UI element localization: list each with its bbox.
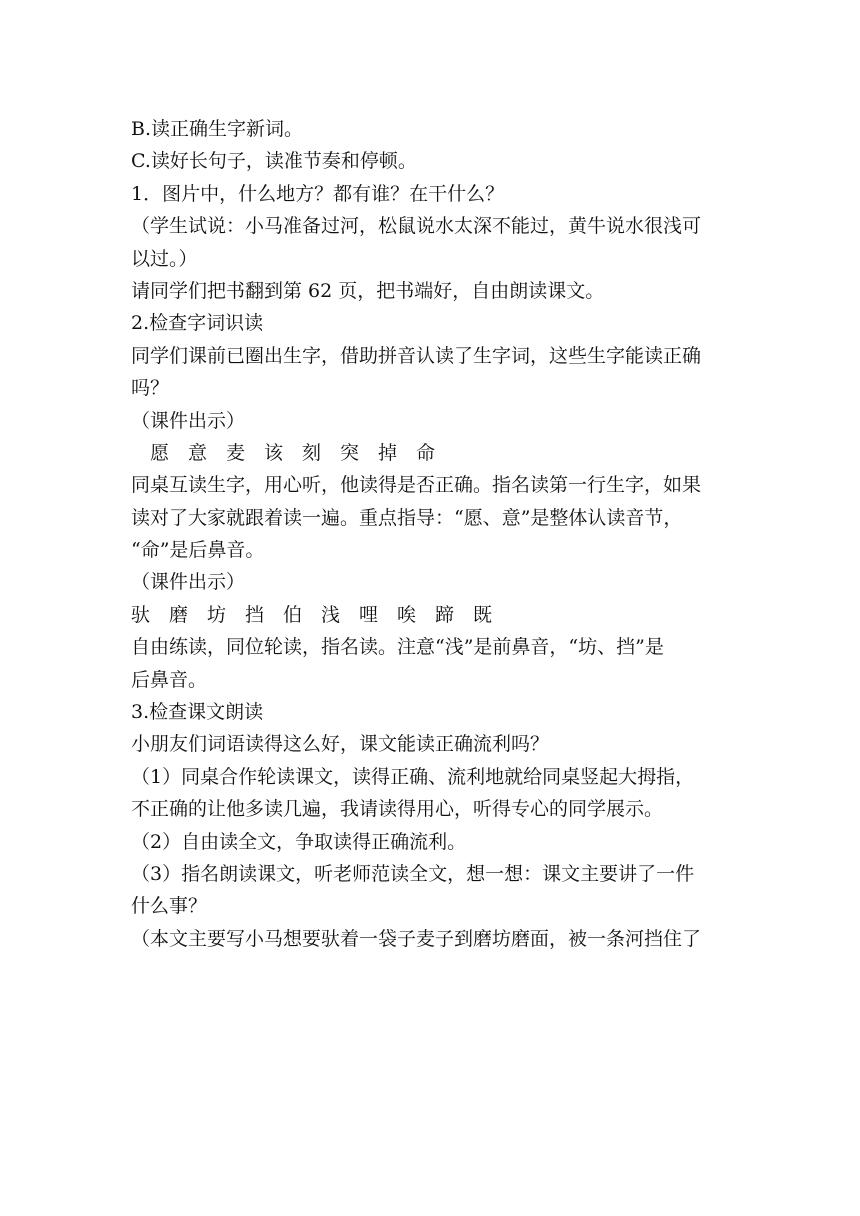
character: 意 (188, 441, 208, 464)
paragraph-line: 同学们课前已圈出生字，借助拼音认读了生字词，这些生字能读正确 (131, 344, 702, 367)
character: 伯 (283, 603, 303, 626)
paragraph-line: （本文主要写小马想要驮着一袋子麦子到磨坊磨面，被一条河挡住了 (131, 927, 702, 950)
document-body (131, 113, 731, 955)
character: 麦 (226, 441, 246, 464)
student-answer-line-1: （学生试说：小马准备过河，松鼠说水太深不能过，黄牛说水很浅可 (131, 215, 702, 238)
paragraph-line: 不正确的让他多读几遍，我请读得用心，听得专心的同学展示。 (131, 798, 664, 821)
character: 磨 (169, 603, 189, 626)
courseware-note: （课件出示） (131, 409, 246, 432)
character: 突 (340, 441, 360, 464)
character: 既 (473, 603, 493, 626)
objective-b: B.读正确生字新词。 (131, 118, 304, 140)
paragraph-line: “命”是后鼻音。 (131, 539, 265, 562)
character: 挡 (245, 603, 265, 626)
paragraph-line: （3）指名朗读课文，听老师范读全文，想一想：课文主要讲了一件 (131, 862, 695, 885)
character: 命 (416, 441, 436, 464)
objective-c: C.读好长句子，读准节奏和停顿。 (131, 150, 417, 173)
instruction-open-book: 请同学们把书翻到第 62 页，把书端好，自由朗读课文。 (131, 279, 605, 302)
paragraph-line: 后鼻音。 (131, 668, 208, 691)
section-heading-2: 2.检查字词识读 (131, 312, 264, 335)
paragraph-line: 什么事？ (131, 895, 208, 918)
question-1: 1．图片中，什么地方？都有谁？在干什么？ (131, 182, 505, 205)
student-answer-line-2: 以过。） (131, 247, 198, 270)
paragraph-line: 小朋友们词语读得这么好，课文能读正确流利吗？ (131, 733, 550, 756)
paragraph-line: 同桌互读生字，用心听，他读得是否正确。指名读第一行生字，如果 (131, 474, 702, 497)
paragraph-line: （2）自由读全文，争取读得正确流利。 (131, 830, 467, 853)
paragraph-line: 吗？ (131, 377, 170, 400)
character: 该 (264, 441, 284, 464)
character: 浅 (321, 603, 341, 626)
paragraph-line: （1）同桌合作轮读课文，读得正确、流利地就给同桌竖起大拇指， (131, 765, 695, 788)
courseware-note: （课件出示） (131, 571, 246, 594)
character: 愿 (150, 441, 170, 464)
section-heading-3: 3.检查课文朗读 (131, 701, 264, 724)
paragraph-line: 读对了大家就跟着读一遍。重点指导：“愿、意”是整体认读音节， (131, 506, 683, 529)
character: 驮 (131, 603, 151, 626)
paragraph-line: 自由练读，同位轮读，指名读。注意“浅”是前鼻音，“坊、挡”是 (131, 636, 664, 659)
character-row-2 (131, 599, 731, 631)
character: 唉 (397, 603, 417, 626)
character: 蹄 (435, 603, 455, 626)
character: 刻 (302, 441, 322, 464)
character: 掉 (378, 441, 398, 464)
character: 哩 (359, 603, 379, 626)
character-row-1 (131, 437, 731, 469)
character: 坊 (207, 603, 227, 626)
